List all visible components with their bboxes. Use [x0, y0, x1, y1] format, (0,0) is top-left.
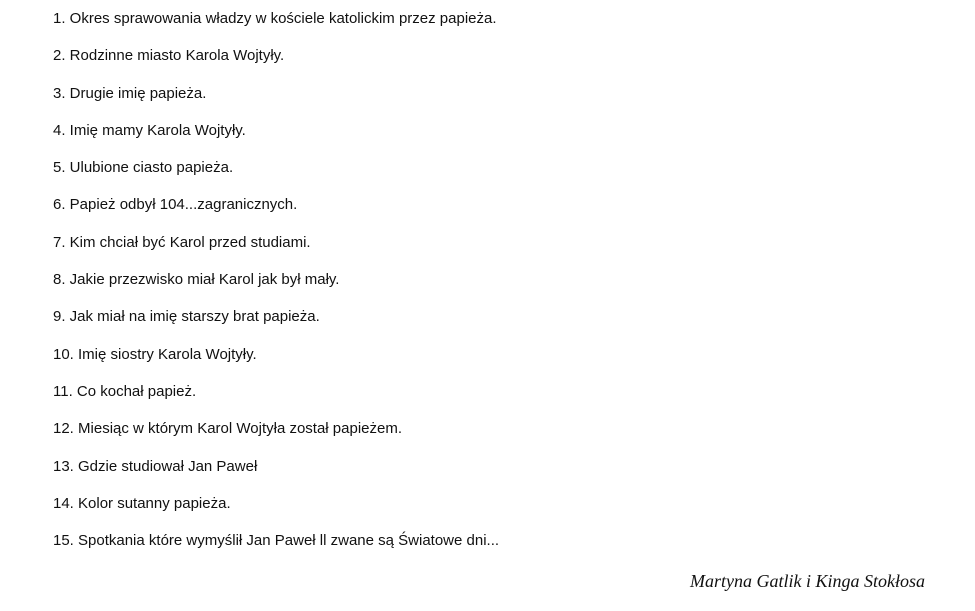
question-list: [53, 8, 499, 567]
question-item: 3. Drugie imię papieża.: [53, 84, 207, 102]
question-item: 10. Imię siostry Karola Wojtyły.: [53, 345, 257, 363]
question-item: 8. Jakie przezwisko miał Karol jak był mały.: [53, 271, 340, 289]
question-item: 2. Rodzinne miasto Karola Wojtyły.: [53, 47, 285, 65]
question-item: 11. Co kochał papież.: [53, 382, 197, 400]
author-signature: Martyna Gatlik i Kinga Stokłosa: [690, 571, 925, 591]
question-item: 5. Ulubione ciasto papieża.: [53, 159, 234, 177]
question-item: 1. Okres sprawowania władzy w kościele katolickim przez papieża.: [53, 10, 497, 27]
question-item: 6. Papież odbył 104...zagranicznych.: [53, 196, 298, 214]
question-item: 14. Kolor sutanny papieża.: [53, 494, 231, 512]
question-item: 13. Gdzie studiował Jan Paweł: [53, 457, 258, 475]
question-item: 9. Jak miał na imię starszy brat papieża.: [53, 308, 320, 326]
question-item: 15. Spotkania które wymyślił Jan Paweł ll zwane są Światowe dni...: [53, 532, 500, 550]
question-item: 12. Miesiąc w którym Karol Wojtyła został papieżem.: [53, 420, 403, 438]
question-item: 7. Kim chciał być Karol przed studiami.: [53, 233, 311, 251]
question-item: 4. Imię mamy Karola Wojtyły.: [53, 121, 246, 139]
